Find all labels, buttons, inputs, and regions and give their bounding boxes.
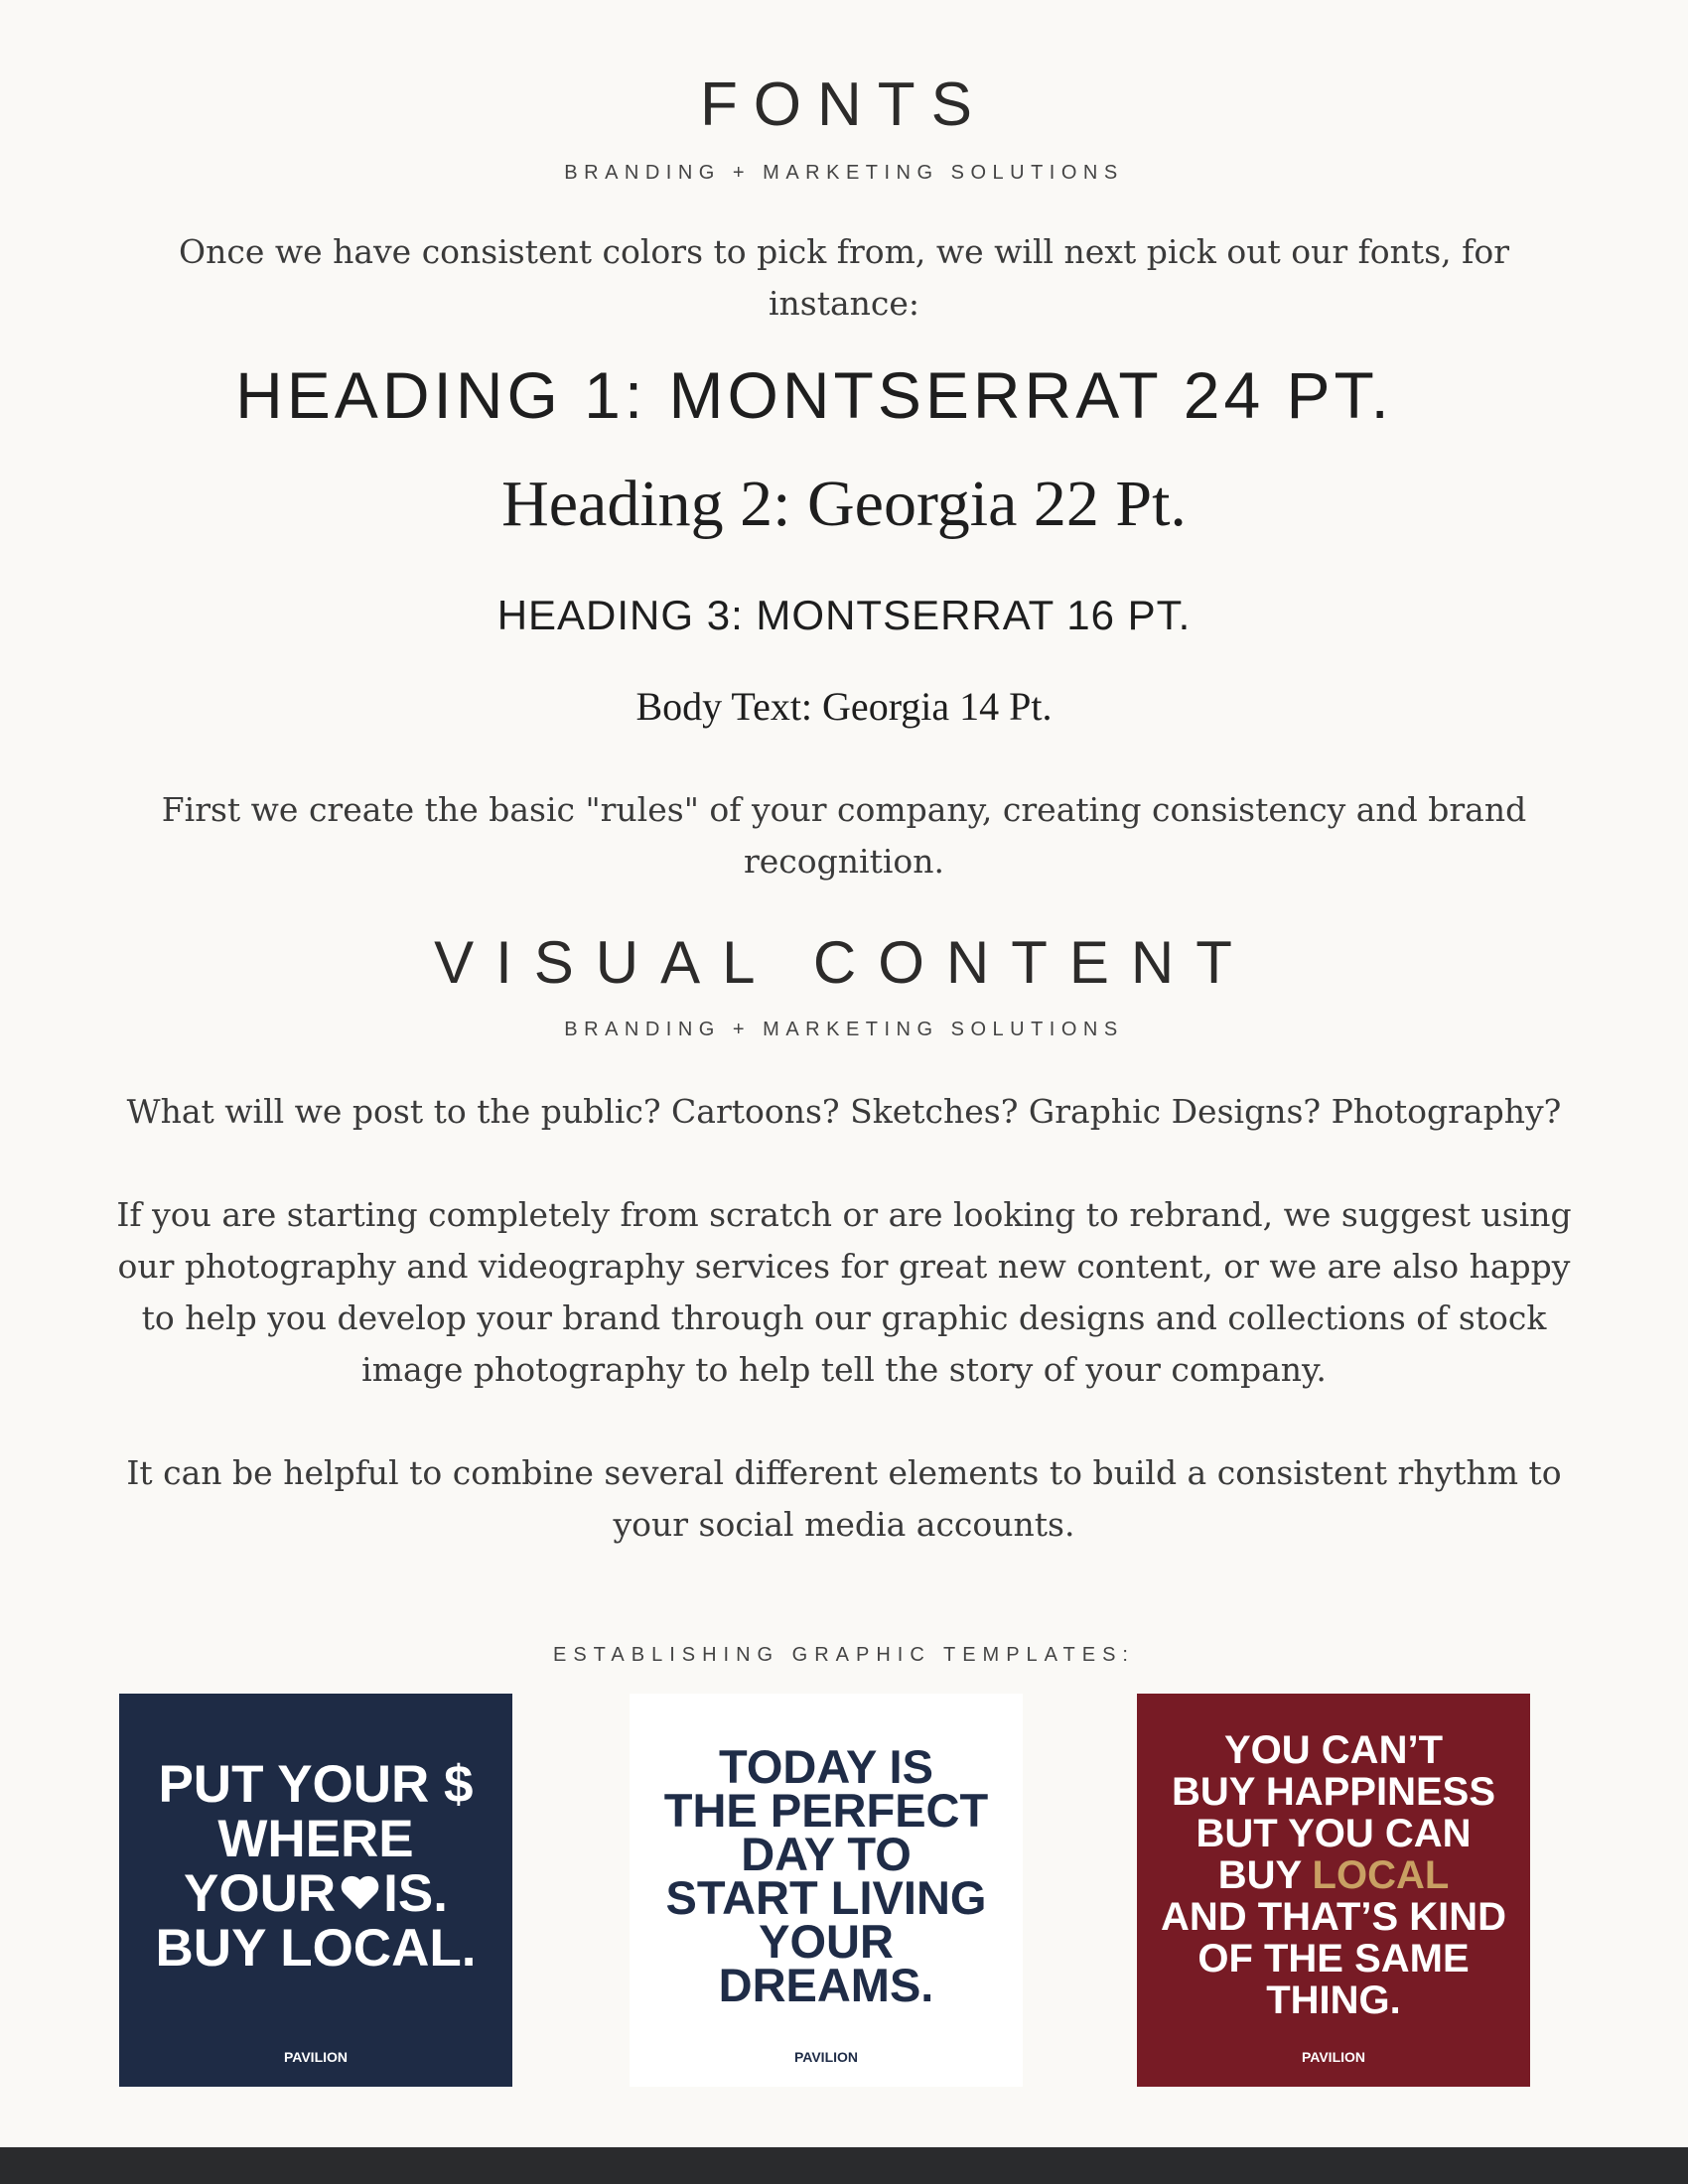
- tile-1-line-4: BUY LOCAL.: [155, 1919, 477, 1978]
- rules-line-1: First we create the basic "rules" of your company, creating consistency and brand: [161, 790, 1527, 829]
- heading-2-sample: Heading 2: Georgia 22 Pt.: [501, 468, 1187, 540]
- tile-1-line-3: [119, 1866, 512, 1921]
- footer-bar: [0, 2147, 1688, 2184]
- tile-3-local-word: LOCAL: [1312, 1853, 1450, 1897]
- scratch-line-4: image photography to help tell the story of your company.: [361, 1350, 1327, 1389]
- templates-label: ESTABLISHING GRAPHIC TEMPLATES:: [553, 1644, 1135, 1666]
- tile-2-line-2: THE PERFECT: [663, 1784, 989, 1837]
- template-tile-happiness: [1137, 1694, 1530, 2087]
- scratch-line-1: If you are starting completely from scratch or are looking to rebrand, we suggest using: [116, 1195, 1572, 1234]
- fonts-section-title: FONTS: [699, 70, 989, 139]
- template-tile-1-text: [119, 1757, 512, 1976]
- template-tile-perfect-day: [630, 1694, 1023, 2087]
- tile-2-line-1: TODAY IS: [719, 1740, 933, 1793]
- pavilion-logo: PAVILION: [283, 2049, 349, 2065]
- tile-3-line-5: AND THAT’S KIND: [1160, 1895, 1507, 1939]
- tile-3-line-1: YOU CAN’T: [1224, 1728, 1443, 1772]
- visual-question-text: What will we post to the public? Cartoons? Sketches? Graphic Designs? Photography?: [126, 1092, 1562, 1131]
- tile-1-line-2: WHERE: [217, 1810, 414, 1868]
- tile-3-line-6: OF THE SAME: [1197, 1937, 1470, 1980]
- scratch-line-3: to help you develop your brand through our graphic designs and collections of stock: [141, 1298, 1547, 1337]
- template-tile-buy-local: [119, 1694, 512, 2087]
- rules-line-2: recognition.: [743, 842, 944, 881]
- tile-3-line-2: BUY HAPPINESS: [1171, 1770, 1495, 1814]
- template-tile-2-text: [630, 1740, 1023, 2011]
- fonts-intro-line-1: Once we have consistent colors to pick from, we will next pick out our fonts, for: [179, 232, 1509, 271]
- tile-3-line-4: [1137, 1854, 1530, 1896]
- tile-1-line-1: PUT YOUR $: [158, 1755, 474, 1814]
- scratch-line-2: our photography and videography services for great new content, or we are also happy: [117, 1247, 1571, 1286]
- tile-3-line-3: BUT YOU CAN: [1196, 1812, 1472, 1855]
- tile-2-line-4: START LIVING: [665, 1871, 987, 1924]
- tile-3-line-7: THING.: [1266, 1979, 1401, 2022]
- rhythm-line-1: It can be helpful to combine several different elements to build a consistent rhythm to: [126, 1453, 1562, 1492]
- tile-2-line-6: DREAMS.: [718, 1959, 934, 2011]
- tile-1-is-word: IS.: [383, 1864, 448, 1923]
- heading-3-sample: HEADING 3: MONTSERRAT 16 PT.: [496, 592, 1192, 638]
- heading-1-sample: HEADING 1: MONTSERRAT 24 PT.: [235, 358, 1393, 432]
- visual-content-tagline: BRANDING + MARKETING SOLUTIONS: [564, 1019, 1124, 1040]
- tile-3-buy-word: BUY: [1217, 1853, 1302, 1897]
- rhythm-line-2: your social media accounts.: [613, 1505, 1075, 1544]
- visual-content-title: VISUAL CONTENT: [434, 929, 1254, 996]
- fonts-section-tagline: BRANDING + MARKETING SOLUTIONS: [564, 162, 1124, 184]
- tile-1-your-word: YOUR: [184, 1864, 337, 1923]
- fonts-intro-line-2: instance:: [768, 284, 920, 323]
- pavilion-logo: PAVILION: [793, 2049, 859, 2065]
- tile-2-line-3: DAY TO: [741, 1828, 912, 1880]
- template-tile-3-text: [1137, 1729, 1530, 2021]
- heart-icon: [340, 1875, 379, 1911]
- pavilion-logo: PAVILION: [1301, 2049, 1366, 2065]
- body-text-sample: Body Text: Georgia 14 Pt.: [635, 684, 1053, 729]
- tile-2-line-5: YOUR: [759, 1915, 894, 1968]
